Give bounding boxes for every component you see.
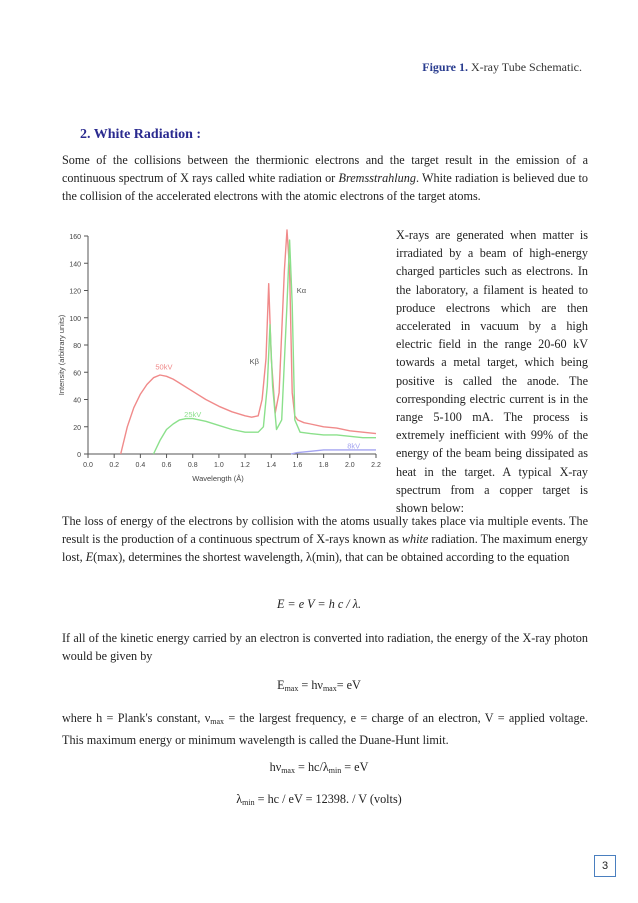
y-tick-label: 20 (73, 424, 81, 432)
figure-caption (422, 60, 582, 75)
page-number: 3 (594, 855, 616, 877)
section-heading: 2. White Radiation : (80, 127, 202, 142)
x-tick-label: 2.0 (344, 462, 355, 469)
x-tick-label: 0.8 (187, 462, 198, 469)
x-tick-label: 0.4 (135, 462, 146, 469)
x-tick-label: 1.4 (266, 462, 277, 469)
equation-emax: $E_{max} = h\nu_{max}=$ eV (277, 678, 361, 693)
paragraph-white-radiation: The loss of energy of the electrons by collision with the atoms usually takes place via multiple events. The result is the production of a continuous spectrum of X-rays known as white radiation. The maximum energy lost, E(max), determines the shortest wavelength, λ(min), that can be obtained according to the equation (62, 514, 588, 564)
caption-label: Figure 1. (422, 60, 469, 74)
equation-energy: E = e V = h c / λ. (276, 597, 362, 611)
paragraph-duane-hunt: where h = Plank's constant, $\nu_{max}$ = the largest frequency, e = charge of an electron, V = applied voltage. This maximum energy or minimum wavelength is called the Duane-Hunt limit. (62, 711, 588, 747)
y-tick-label: 60 (73, 370, 81, 378)
equation-hv: $h\nu_{max} = hc/\lambda_{min}$ = eV (269, 760, 369, 775)
annotation-label: Kβ (249, 357, 259, 367)
y-tick-label: 80 (73, 343, 81, 350)
x-tick-label: 1.8 (318, 462, 329, 469)
series-line-25kV (154, 240, 377, 454)
x-tick-label: 2.2 (371, 462, 381, 469)
xray-spectrum-chart (56, 228, 386, 490)
annotation-label: 50kV (155, 362, 173, 372)
x-tick-label: 0.6 (161, 462, 172, 469)
y-tick-label: 160 (69, 234, 81, 241)
bremsstrahlung-term: Bremsstrahlung (338, 171, 416, 185)
side-paragraph: X-rays are generated when matter is irradiated by a beam of high-energy charged particles such as electrons. In the laboratory, a filament is heated to produce electrons which are then accelerated in vacuum by a high electric field in the range 20-60 kV towards a metal target, which being positive is called the anode. The corresponding electric current is in the range 5-100 mA. The process is extremely inefficient with 99% of the energy of the beam being dissipated as heat in the target. A typical X-ray spectrum from a copper target is shown below: (396, 228, 588, 516)
annotation-label: 8kV (347, 441, 361, 451)
annotation-label: Kα (296, 286, 307, 296)
x-axis-label: Wavelength (Å) (192, 474, 244, 483)
x-tick-label: 1.6 (292, 462, 303, 469)
y-tick-label: 40 (73, 397, 81, 405)
x-tick-label: 1.0 (214, 462, 224, 469)
y-tick-label: 100 (69, 315, 81, 323)
x-tick-label: 0.0 (83, 462, 93, 469)
y-tick-label: 0 (77, 452, 81, 459)
y-tick-label: 120 (69, 288, 81, 296)
caption-text: X-ray Tube Schematic. (471, 60, 582, 74)
series-line-8kV (291, 450, 376, 454)
paragraph-kinetic-energy: If all of the kinetic energy carried by an electron is converted into radiation, the energy of the X-ray photon would be given by (62, 631, 588, 663)
x-tick-label: 1.2 (240, 462, 250, 469)
intro-paragraph: Some of the collisions between the thermionic electrons and the target result in the emission of a continuous spectrum of X rays called white radiation or Bremsstrahlung. White radiation is believed due to the collision of the accelerated electrons with the atomic electrons of the target atoms. (62, 153, 588, 203)
y-tick-label: 140 (69, 261, 81, 269)
equation-lambda-min: $\lambda_{min}$ = hc / eV = 12398. / V (volts) (236, 792, 402, 807)
annotation-label: 25kV (184, 410, 202, 420)
series-line-50kV (121, 230, 376, 454)
x-tick-label: 0.2 (109, 462, 120, 469)
y-axis-label: Intensity (arbitrary units) (57, 314, 66, 396)
